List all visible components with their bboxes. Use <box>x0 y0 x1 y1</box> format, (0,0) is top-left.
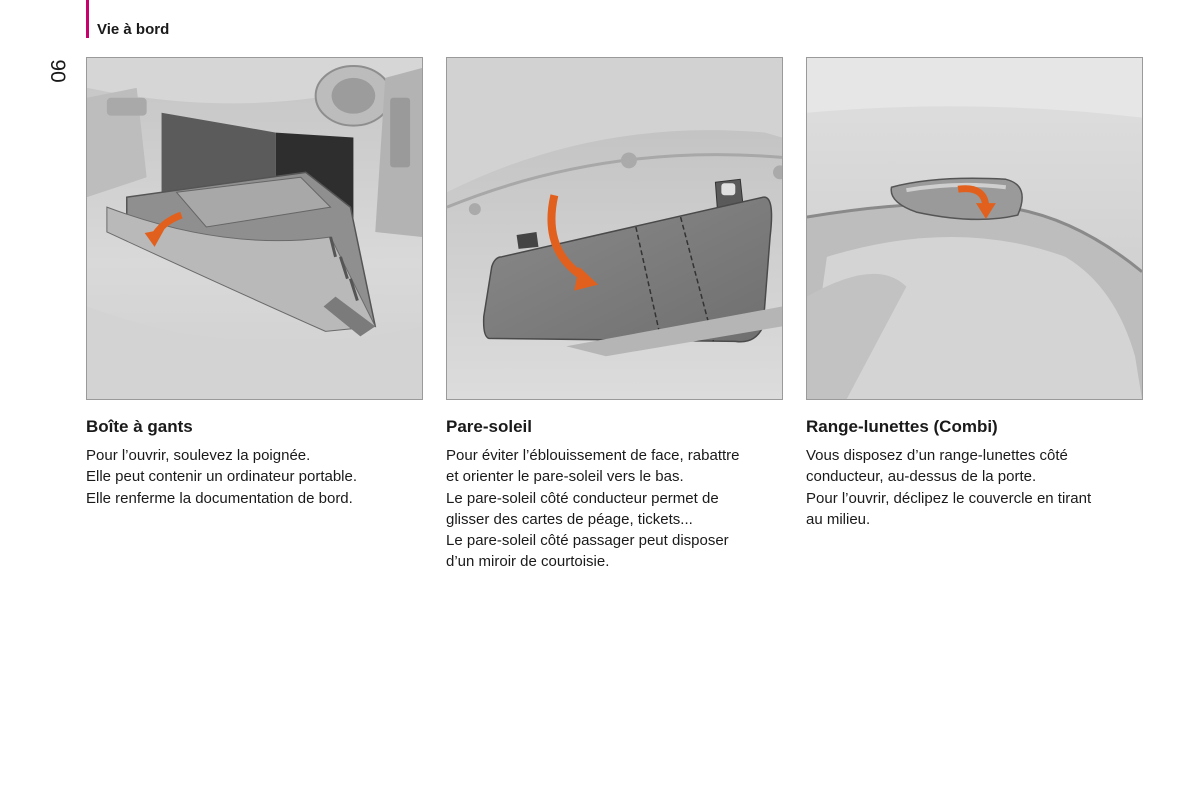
sun-visor-section <box>446 57 783 573</box>
section-title: Vie à bord <box>97 21 170 38</box>
text-line: et orienter le pare-soleil vers le bas. <box>446 468 684 486</box>
glove-box-section <box>86 57 423 509</box>
text-line: au milieu. <box>806 510 871 528</box>
glasses-holder-section <box>806 57 1143 530</box>
text-line: Le pare-soleil côté passager peut disposer <box>446 532 729 550</box>
text-line: Le pare-soleil côté conducteur permet de <box>446 489 719 507</box>
glasses-holder-text <box>806 445 1143 530</box>
page-number: 90 <box>46 59 69 83</box>
sun-visor-illustration <box>446 57 783 400</box>
text-line: Pour l’ouvrir, déclipez le couvercle en tirant <box>806 489 1092 507</box>
text-line: glisser des cartes de péage, tickets... <box>446 510 693 528</box>
text-line: Pour éviter l’éblouissement de face, rabattre <box>446 447 740 464</box>
text-line: Elle peut contenir un ordinateur portable. <box>86 468 358 486</box>
text-line: Pour l’ouvrir, soulevez la poignée. <box>86 447 311 464</box>
text-line: conducteur, au-dessus de la porte. <box>806 468 1037 486</box>
sun-visor-text <box>446 445 783 573</box>
glove-box-heading: Boîte à gants <box>86 417 193 436</box>
glasses-holder-illustration <box>806 57 1143 400</box>
glove-box-illustration <box>86 57 423 400</box>
sun-visor-heading: Pare-soleil <box>446 417 532 436</box>
text-line: d’un miroir de courtoisie. <box>446 553 610 571</box>
glove-box-text <box>86 445 423 509</box>
section-accent-bar <box>86 0 89 38</box>
glasses-holder-heading: Range-lunettes (Combi) <box>806 417 998 436</box>
text-line: Elle renferme la documentation de bord. <box>86 489 353 507</box>
text-line: Vous disposez d’un range-lunettes côté <box>806 447 1068 464</box>
